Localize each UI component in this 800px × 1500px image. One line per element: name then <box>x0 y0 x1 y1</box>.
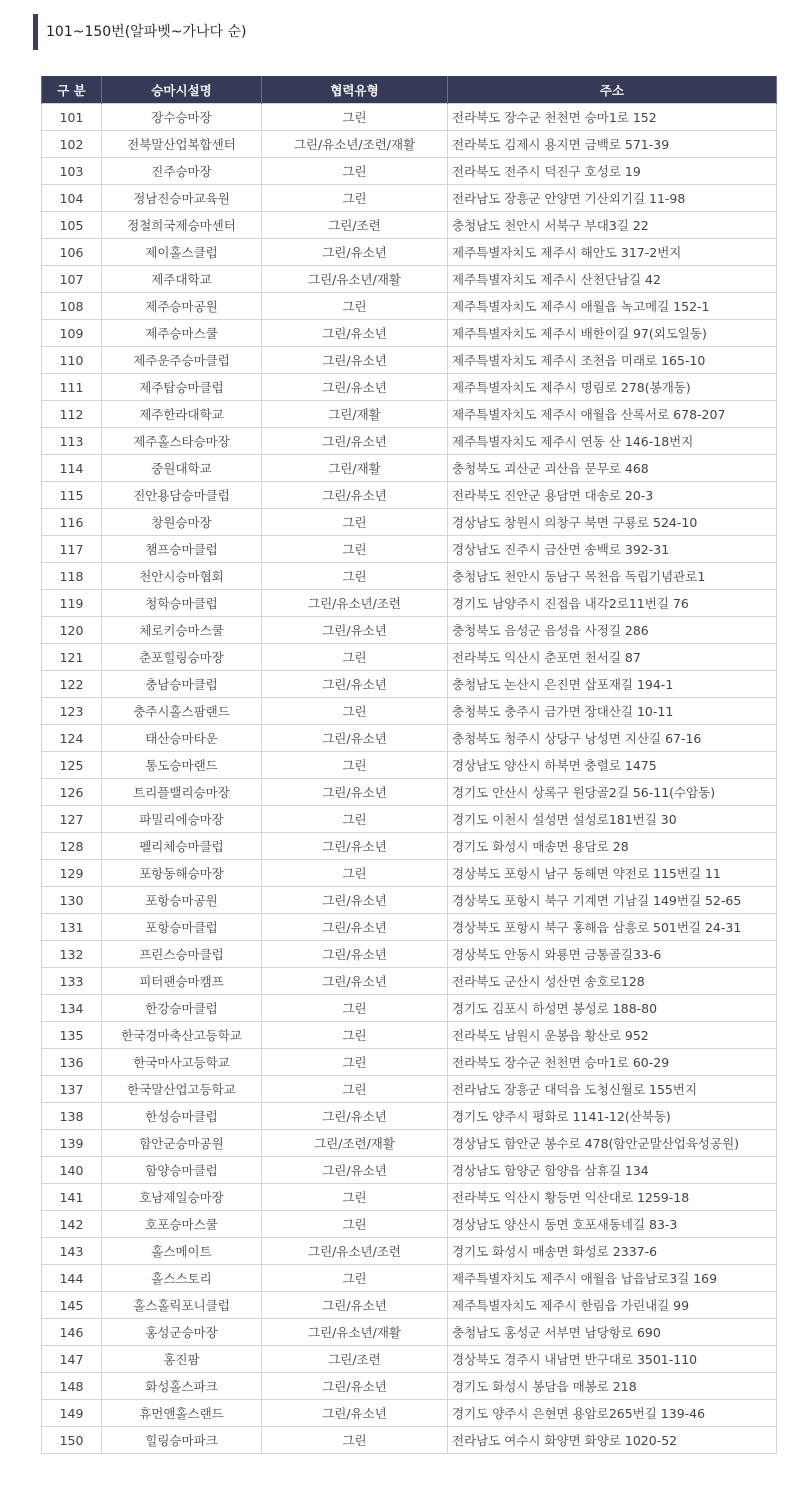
cell-address: 경상남도 진주시 금산면 송백로 392-31 <box>448 536 777 563</box>
cell-facility-name: 챔프승마클럽 <box>102 536 262 563</box>
table-row <box>42 941 777 968</box>
cell-facility-name: 포항승마공원 <box>102 887 262 914</box>
cell-facility-name: 제주승마스쿨 <box>102 320 262 347</box>
cell-facility-name: 제주탑승마클럽 <box>102 374 262 401</box>
cell-facility-name: 휴먼앤홀스랜드 <box>102 1400 262 1427</box>
cell-number: 125 <box>42 752 102 779</box>
cell-address: 제주특별자치도 제주시 산천단남길 42 <box>448 266 777 293</box>
cell-number: 150 <box>42 1427 102 1454</box>
table-row <box>42 509 777 536</box>
cell-number: 128 <box>42 833 102 860</box>
cell-facility-name: 한국경마축산고등학교 <box>102 1022 262 1049</box>
cell-address: 제주특별자치도 제주시 연동 산 146-18번지 <box>448 428 777 455</box>
cell-number: 130 <box>42 887 102 914</box>
cell-address: 충청북도 충주시 금가면 장대산길 10-11 <box>448 698 777 725</box>
cell-number: 144 <box>42 1265 102 1292</box>
cell-number: 122 <box>42 671 102 698</box>
cell-cooperation-type: 그린/유소년/조련 <box>262 1238 448 1265</box>
cell-number: 119 <box>42 590 102 617</box>
cell-number: 102 <box>42 131 102 158</box>
cell-number: 133 <box>42 968 102 995</box>
cell-address: 경상남도 양산시 동면 호포새동네길 83-3 <box>448 1211 777 1238</box>
cell-cooperation-type: 그린/유소년 <box>262 725 448 752</box>
cell-facility-name: 청학승마클럽 <box>102 590 262 617</box>
cell-cooperation-type: 그린 <box>262 1211 448 1238</box>
table-row <box>42 1238 777 1265</box>
riding-facility-table <box>41 76 777 1454</box>
table-row <box>42 860 777 887</box>
table-row <box>42 1346 777 1373</box>
cell-number: 138 <box>42 1103 102 1130</box>
cell-number: 126 <box>42 779 102 806</box>
table-row <box>42 914 777 941</box>
cell-facility-name: 전북말산업복합센터 <box>102 131 262 158</box>
cell-facility-name: 정남진승마교육원 <box>102 185 262 212</box>
table-header-row <box>42 76 777 104</box>
cell-address: 충청북도 괴산군 괴산읍 문무로 468 <box>448 455 777 482</box>
cell-address: 경기도 이천시 설성면 설성로181번길 30 <box>448 806 777 833</box>
cell-number: 117 <box>42 536 102 563</box>
cell-cooperation-type: 그린 <box>262 1184 448 1211</box>
cell-facility-name: 호남제일승마장 <box>102 1184 262 1211</box>
cell-address: 제주특별자치도 제주시 해안도 317-2번지 <box>448 239 777 266</box>
cell-cooperation-type: 그린 <box>262 185 448 212</box>
table-row <box>42 1400 777 1427</box>
cell-address: 충청북도 청주시 상당구 낭성면 지산길 67-16 <box>448 725 777 752</box>
cell-cooperation-type: 그린 <box>262 509 448 536</box>
cell-facility-name: 제주홀스타승마장 <box>102 428 262 455</box>
table-row <box>42 617 777 644</box>
cell-facility-name: 홍진팜 <box>102 1346 262 1373</box>
table-row <box>42 158 777 185</box>
cell-cooperation-type: 그린/유소년/재활 <box>262 1319 448 1346</box>
table-row <box>42 1022 777 1049</box>
cell-address: 경상북도 안동시 와룡면 금통골길33-6 <box>448 941 777 968</box>
cell-address: 제주특별자치도 제주시 애월읍 납읍남로3길 169 <box>448 1265 777 1292</box>
cell-address: 충청남도 천안시 서북구 부대3길 22 <box>448 212 777 239</box>
table-row <box>42 1076 777 1103</box>
cell-cooperation-type: 그린/유소년 <box>262 239 448 266</box>
cell-cooperation-type: 그린 <box>262 104 448 131</box>
cell-cooperation-type: 그린/조련/재활 <box>262 1130 448 1157</box>
cell-facility-name: 트리플밸리승마장 <box>102 779 262 806</box>
cell-address: 충청남도 논산시 은진면 삽포재길 194-1 <box>448 671 777 698</box>
table-row <box>42 725 777 752</box>
table-row <box>42 428 777 455</box>
cell-address: 제주특별자치도 제주시 애월읍 산록서로 678-207 <box>448 401 777 428</box>
cell-number: 129 <box>42 860 102 887</box>
cell-number: 132 <box>42 941 102 968</box>
cell-number: 114 <box>42 455 102 482</box>
table-row <box>42 806 777 833</box>
cell-address: 경기도 양주시 평화로 1141-12(산북동) <box>448 1103 777 1130</box>
cell-number: 148 <box>42 1373 102 1400</box>
cell-facility-name: 피터팬승마캠프 <box>102 968 262 995</box>
table-row <box>42 752 777 779</box>
cell-facility-name: 통도승마랜드 <box>102 752 262 779</box>
header-address: 주소 <box>448 76 777 104</box>
table-row <box>42 320 777 347</box>
cell-number: 105 <box>42 212 102 239</box>
cell-address: 전라남도 장흥군 안양면 기산외기길 11-98 <box>448 185 777 212</box>
cell-cooperation-type: 그린/유소년 <box>262 968 448 995</box>
cell-cooperation-type: 그린/유소년 <box>262 671 448 698</box>
table-row <box>42 1211 777 1238</box>
cell-address: 전라남도 장흥군 대덕읍 도청신월로 155번지 <box>448 1076 777 1103</box>
table-row <box>42 401 777 428</box>
cell-facility-name: 춘포힐링승마장 <box>102 644 262 671</box>
cell-address: 전라북도 장수군 천천면 승마1로 152 <box>448 104 777 131</box>
cell-facility-name: 정철희국제승마센터 <box>102 212 262 239</box>
cell-address: 전라북도 전주시 덕진구 호성로 19 <box>448 158 777 185</box>
cell-number: 141 <box>42 1184 102 1211</box>
cell-number: 115 <box>42 482 102 509</box>
table-row <box>42 1319 777 1346</box>
cell-address: 경상북도 포항시 남구 동해면 약전로 115번길 11 <box>448 860 777 887</box>
table-row <box>42 293 777 320</box>
cell-number: 136 <box>42 1049 102 1076</box>
table-row <box>42 374 777 401</box>
cell-facility-name: 제주한라대학교 <box>102 401 262 428</box>
cell-address: 제주특별자치도 제주시 애월읍 녹고메길 152-1 <box>448 293 777 320</box>
cell-address: 경상북도 포항시 북구 홍해읍 삼흥로 501번길 24-31 <box>448 914 777 941</box>
cell-address: 경상북도 포항시 북구 기계면 기남길 149번길 52-65 <box>448 887 777 914</box>
cell-address: 경상남도 함양군 함양읍 삼휴길 134 <box>448 1157 777 1184</box>
cell-cooperation-type: 그린/유소년 <box>262 617 448 644</box>
cell-number: 134 <box>42 995 102 1022</box>
cell-address: 전라북도 김제시 용지면 금백로 571-39 <box>448 131 777 158</box>
cell-address: 전라북도 장수군 천천면 승마1로 60-29 <box>448 1049 777 1076</box>
cell-facility-name: 제주대학교 <box>102 266 262 293</box>
cell-address: 전라북도 익산시 춘포면 천서길 87 <box>448 644 777 671</box>
cell-cooperation-type: 그린 <box>262 860 448 887</box>
cell-cooperation-type: 그린/재활 <box>262 455 448 482</box>
cell-cooperation-type: 그린/유소년 <box>262 1400 448 1427</box>
cell-number: 108 <box>42 293 102 320</box>
table-row <box>42 185 777 212</box>
cell-facility-name: 진안용담승마클럽 <box>102 482 262 509</box>
cell-facility-name: 태산승마타운 <box>102 725 262 752</box>
cell-number: 127 <box>42 806 102 833</box>
table-row <box>42 455 777 482</box>
cell-address: 경상남도 창원시 의창구 북면 구룡로 524-10 <box>448 509 777 536</box>
cell-cooperation-type: 그린 <box>262 806 448 833</box>
cell-cooperation-type: 그린/유소년 <box>262 833 448 860</box>
cell-address: 경기도 김포시 하성면 봉성로 188-80 <box>448 995 777 1022</box>
cell-cooperation-type: 그린/유소년 <box>262 1373 448 1400</box>
table-row <box>42 644 777 671</box>
cell-address: 전라북도 군산시 성산면 송호로128 <box>448 968 777 995</box>
cell-number: 142 <box>42 1211 102 1238</box>
cell-cooperation-type: 그린/재활 <box>262 401 448 428</box>
cell-facility-name: 힐링승마파크 <box>102 1427 262 1454</box>
cell-number: 135 <box>42 1022 102 1049</box>
cell-number: 123 <box>42 698 102 725</box>
cell-number: 121 <box>42 644 102 671</box>
table-row <box>42 1184 777 1211</box>
header-facility-name: 승마시설명 <box>102 76 262 104</box>
cell-address: 경상북도 경주시 내남면 반구대로 3501-110 <box>448 1346 777 1373</box>
cell-address: 경상남도 양산시 하북면 충렬로 1475 <box>448 752 777 779</box>
table-row <box>42 1049 777 1076</box>
cell-address: 경상남도 함안군 봉수로 478(함안군말산업육성공원) <box>448 1130 777 1157</box>
cell-number: 139 <box>42 1130 102 1157</box>
cell-address: 경기도 화성시 매송면 용담로 28 <box>448 833 777 860</box>
cell-facility-name: 화성홀스파크 <box>102 1373 262 1400</box>
cell-address: 경기도 안산시 상록구 원당골2길 56-11(수암동) <box>448 779 777 806</box>
cell-facility-name: 포항승마클럽 <box>102 914 262 941</box>
table-row <box>42 536 777 563</box>
cell-cooperation-type: 그린/유소년 <box>262 779 448 806</box>
cell-number: 118 <box>42 563 102 590</box>
cell-address: 경기도 남양주시 진접읍 내각2로11번길 76 <box>448 590 777 617</box>
table-row <box>42 347 777 374</box>
cell-facility-name: 함양승마클럽 <box>102 1157 262 1184</box>
cell-cooperation-type: 그린/유소년 <box>262 914 448 941</box>
cell-cooperation-type: 그린 <box>262 752 448 779</box>
cell-cooperation-type: 그린/유소년 <box>262 887 448 914</box>
cell-cooperation-type: 그린/조련 <box>262 212 448 239</box>
cell-cooperation-type: 그린/유소년 <box>262 1103 448 1130</box>
cell-address: 충청남도 천안시 동남구 목천읍 독립기념관로1 <box>448 563 777 590</box>
cell-facility-name: 한성승마클럽 <box>102 1103 262 1130</box>
table-row <box>42 131 777 158</box>
cell-address: 전라북도 진안군 용담면 대송로 20-3 <box>448 482 777 509</box>
cell-cooperation-type: 그린 <box>262 563 448 590</box>
table-row <box>42 590 777 617</box>
cell-number: 113 <box>42 428 102 455</box>
table-row <box>42 1373 777 1400</box>
cell-number: 107 <box>42 266 102 293</box>
cell-cooperation-type: 그린 <box>262 1265 448 1292</box>
cell-number: 106 <box>42 239 102 266</box>
cell-cooperation-type: 그린 <box>262 644 448 671</box>
cell-facility-name: 파밀리에승마장 <box>102 806 262 833</box>
cell-facility-name: 제주운주승마클럽 <box>102 347 262 374</box>
cell-facility-name: 한강승마클럽 <box>102 995 262 1022</box>
table-row <box>42 482 777 509</box>
table-row <box>42 1265 777 1292</box>
cell-cooperation-type: 그린 <box>262 293 448 320</box>
cell-address: 제주특별자치도 제주시 명림로 278(봉개동) <box>448 374 777 401</box>
cell-facility-name: 홀스홀릭포니클럽 <box>102 1292 262 1319</box>
cell-cooperation-type: 그린/유소년 <box>262 941 448 968</box>
section-heading: 101~150번(알파벳~가나다 순) <box>33 14 246 50</box>
cell-facility-name: 제이홀스클럽 <box>102 239 262 266</box>
table-row <box>42 671 777 698</box>
cell-address: 전라북도 익산시 황등면 익산대로 1259-18 <box>448 1184 777 1211</box>
table-row <box>42 239 777 266</box>
cell-cooperation-type: 그린/유소년/조련/재활 <box>262 131 448 158</box>
table-row <box>42 104 777 131</box>
cell-cooperation-type: 그린/유소년 <box>262 482 448 509</box>
table-row <box>42 968 777 995</box>
cell-number: 103 <box>42 158 102 185</box>
cell-cooperation-type: 그린/유소년 <box>262 347 448 374</box>
cell-address: 제주특별자치도 제주시 한림읍 가린내길 99 <box>448 1292 777 1319</box>
cell-number: 116 <box>42 509 102 536</box>
cell-address: 경기도 화성시 봉담읍 매봉로 218 <box>448 1373 777 1400</box>
cell-cooperation-type: 그린 <box>262 1427 448 1454</box>
table-row <box>42 833 777 860</box>
cell-facility-name: 진주승마장 <box>102 158 262 185</box>
cell-number: 111 <box>42 374 102 401</box>
cell-number: 101 <box>42 104 102 131</box>
cell-number: 131 <box>42 914 102 941</box>
cell-number: 112 <box>42 401 102 428</box>
cell-cooperation-type: 그린/유소년 <box>262 428 448 455</box>
cell-number: 149 <box>42 1400 102 1427</box>
table-row <box>42 1103 777 1130</box>
cell-facility-name: 장수승마장 <box>102 104 262 131</box>
table-row <box>42 1427 777 1454</box>
cell-facility-name: 펠리체승마클럽 <box>102 833 262 860</box>
cell-number: 110 <box>42 347 102 374</box>
cell-number: 145 <box>42 1292 102 1319</box>
table-row <box>42 698 777 725</box>
table-body <box>42 104 777 1454</box>
cell-facility-name: 포항동해승마장 <box>102 860 262 887</box>
cell-number: 137 <box>42 1076 102 1103</box>
table-row <box>42 887 777 914</box>
cell-address: 전라남도 여수시 화양면 화양로 1020-52 <box>448 1427 777 1454</box>
cell-cooperation-type: 그린/유소년/조련 <box>262 590 448 617</box>
cell-cooperation-type: 그린 <box>262 698 448 725</box>
cell-facility-name: 프린스승마클럽 <box>102 941 262 968</box>
table-row <box>42 1157 777 1184</box>
table-row <box>42 563 777 590</box>
cell-address: 전라북도 남원시 운봉읍 황산로 952 <box>448 1022 777 1049</box>
cell-facility-name: 충주시홀스팜랜드 <box>102 698 262 725</box>
cell-facility-name: 제주승마공원 <box>102 293 262 320</box>
cell-number: 104 <box>42 185 102 212</box>
cell-address: 제주특별자치도 제주시 조천읍 미래로 165-10 <box>448 347 777 374</box>
cell-number: 146 <box>42 1319 102 1346</box>
cell-cooperation-type: 그린 <box>262 1076 448 1103</box>
header-cooperation-type: 협력유형 <box>262 76 448 104</box>
cell-cooperation-type: 그린 <box>262 536 448 563</box>
header-number: 구 분 <box>42 76 102 104</box>
cell-address: 충청북도 음성군 음성읍 사정길 286 <box>448 617 777 644</box>
cell-cooperation-type: 그린/유소년 <box>262 1292 448 1319</box>
cell-facility-name: 체로키승마스쿨 <box>102 617 262 644</box>
cell-number: 147 <box>42 1346 102 1373</box>
cell-facility-name: 한국말산업고등학교 <box>102 1076 262 1103</box>
table-row <box>42 266 777 293</box>
cell-facility-name: 홀스스토리 <box>102 1265 262 1292</box>
table-row <box>42 995 777 1022</box>
cell-number: 109 <box>42 320 102 347</box>
cell-facility-name: 홍성군승마장 <box>102 1319 262 1346</box>
cell-cooperation-type: 그린/유소년 <box>262 374 448 401</box>
table-row <box>42 1292 777 1319</box>
cell-cooperation-type: 그린/조련 <box>262 1346 448 1373</box>
cell-number: 140 <box>42 1157 102 1184</box>
cell-cooperation-type: 그린 <box>262 1022 448 1049</box>
cell-address: 제주특별자치도 제주시 배한이길 97(외도일동) <box>448 320 777 347</box>
cell-cooperation-type: 그린 <box>262 995 448 1022</box>
cell-number: 124 <box>42 725 102 752</box>
cell-cooperation-type: 그린 <box>262 158 448 185</box>
table-row <box>42 1130 777 1157</box>
cell-facility-name: 함안군승마공원 <box>102 1130 262 1157</box>
cell-cooperation-type: 그린/유소년 <box>262 1157 448 1184</box>
cell-cooperation-type: 그린 <box>262 1049 448 1076</box>
cell-facility-name: 창원승마장 <box>102 509 262 536</box>
cell-facility-name: 충남승마클럽 <box>102 671 262 698</box>
cell-address: 충청남도 홍성군 서부면 남당항로 690 <box>448 1319 777 1346</box>
cell-number: 143 <box>42 1238 102 1265</box>
cell-address: 경기도 양주시 은현면 용암로265번길 139-46 <box>448 1400 777 1427</box>
cell-facility-name: 천안시승마협회 <box>102 563 262 590</box>
cell-facility-name: 호포승마스쿨 <box>102 1211 262 1238</box>
cell-facility-name: 한국마사고등학교 <box>102 1049 262 1076</box>
cell-facility-name: 홀스메이트 <box>102 1238 262 1265</box>
table-row <box>42 779 777 806</box>
cell-facility-name: 중원대학교 <box>102 455 262 482</box>
cell-cooperation-type: 그린/유소년/재활 <box>262 266 448 293</box>
cell-number: 120 <box>42 617 102 644</box>
cell-address: 경기도 화성시 매송면 화성로 2337-6 <box>448 1238 777 1265</box>
cell-cooperation-type: 그린/유소년 <box>262 320 448 347</box>
table-row <box>42 212 777 239</box>
